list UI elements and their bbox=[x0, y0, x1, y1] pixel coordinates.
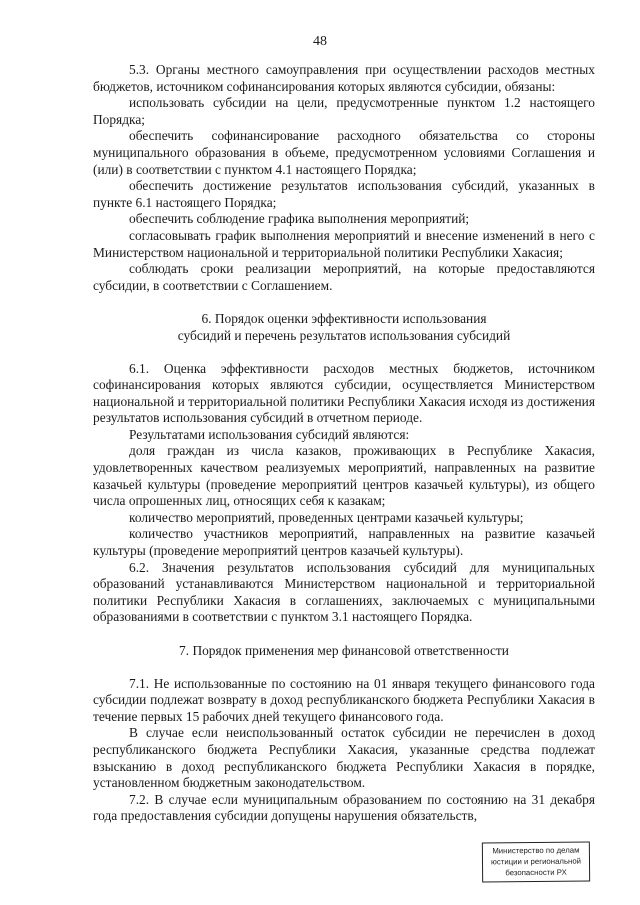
page-number: 48 bbox=[313, 34, 327, 49]
paragraph-6-1: 6.1. Оценка эффективности расходов местных бюджетов, источником софинансирования которых являются субсидии, осуществляется Министерством национальной и территориальной политики Республики Хакасия исходя из достижения результатов использования субсидий в отчетном периоде. bbox=[93, 360, 595, 426]
paragraph-7-1: 7.1. Не использованные по состоянию на 01 января текущего финансового года субсидии подлежат возврату в доход республиканского бюджета Республики Хакасия в течение первых 15 рабочих дней текущего финансового года. bbox=[93, 675, 595, 724]
stamp-line-1: Министерство по делам bbox=[492, 845, 580, 856]
paragraph-5-3: 5.3. Органы местного самоуправления при осуществлении расходов местных бюджетов, источником софинансирования которых являются субсидии, обязаны: bbox=[93, 62, 595, 94]
section-6-heading-line-2: субсидий и перечень результатов использования субсидий bbox=[177, 327, 511, 343]
list-item: количество участников мероприятий, направленных на развитие казачьей культуры (проведение мероприятий центров казачьей культуры). bbox=[93, 526, 595, 559]
list-item: соблюдать сроки реализации мероприятий, на которые предоставляются субсидии, в соответствии с Соглашением. bbox=[93, 261, 595, 293]
paragraph-7-2: 7.2. В случае если муниципальным образованием по состоянию на 31 декабря года предоставления субсидии допущены нарушения обязательств, bbox=[93, 791, 595, 824]
paragraph: В случае если неиспользованный остаток субсидии не перечислен в доход республиканского бюджета Республики Хакасия, указанные средства подлежат взысканию в доход республиканского бюджета Республики Хакасия в порядке, установленном бюджетным законодательством. bbox=[93, 725, 595, 791]
section-7-heading: 7. Порядок применения мер финансовой ответственности bbox=[179, 643, 509, 658]
list-item: обеспечить софинансирование расходного обязательства со стороны муниципального образования в объеме, предусмотренном условиями Соглашения и (или) в соответствии с пунктом 4.1 настоящего Порядка; bbox=[93, 128, 595, 177]
list-item: согласовывать график выполнения мероприятий и внесение изменений в него с Министерством национальной и территориальной политики Республики Хакасия; bbox=[93, 227, 595, 260]
stamp-line-3: безопасности РХ bbox=[505, 867, 567, 878]
ministry-stamp bbox=[482, 842, 590, 883]
list-item: количество мероприятий, проведенных центрами казачьей культуры; bbox=[129, 509, 524, 525]
section-6-heading-line-1: 6. Порядок оценки эффективности использования bbox=[201, 311, 487, 327]
list-item: доля граждан из числа казаков, проживающих в Республике Хакасия, удовлетворенных качеством реализуемых мероприятий, направленных на развитие казачьей культуры (проведение мероприятий центров казачьей культуры), из общего числа опрошенных лиц, относящих себя к казакам; bbox=[93, 443, 595, 509]
stamp-line-2: юстиции и региональной bbox=[490, 856, 582, 867]
list-item: обеспечить достижение результатов использования субсидий, указанных в пункте 6.1 настоящего Порядка; bbox=[93, 178, 595, 210]
document-body bbox=[93, 62, 595, 825]
section-6-heading bbox=[93, 311, 595, 344]
list-item: использовать субсидии на цели, предусмотренные пунктом 1.2 настоящего Порядка; bbox=[93, 95, 595, 127]
list-item: обеспечить соблюдение графика выполнения мероприятий; bbox=[129, 211, 470, 227]
paragraph-6-2: 6.2. Значения результатов использования субсидий для муниципальных образований устанавливаются Министерством национальной и территориальной политики Республики Хакасия в соглашениях, заключаемых с муниципальными образованиями в соответствии с пунктом 3.1 настоящего Порядка. bbox=[93, 559, 595, 625]
paragraph: Результатами использования субсидий являются: bbox=[129, 426, 410, 442]
